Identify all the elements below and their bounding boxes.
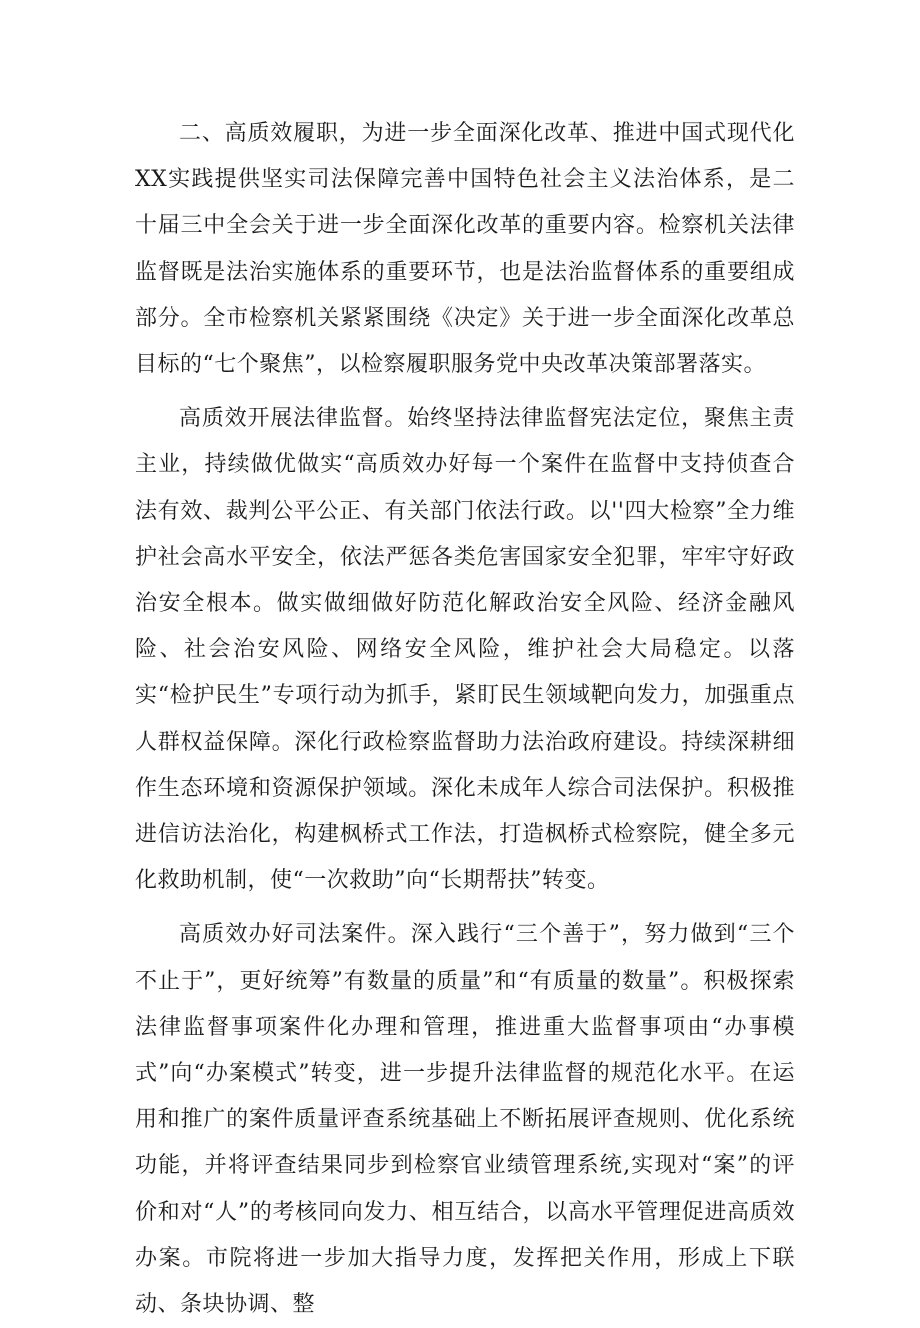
paragraph-section-two-intro: 二、高质效履职，为进一步全面深化改革、推进中国式现代化XX实践提供坚实司法保障完善中国特色社会主义法治体系，是二十届三中全会关于进一步全面深化改革的重要内容。检察机关法律监督既是法治实施体系的重要环节，也是法治监督体系的重要组成部分。全市检察机关紧紧围绕《决定》关于进一步全面深化改革总目标的“七个聚焦”，以检察履职服务党中央改革决策部署落实。 (135, 121, 795, 378)
paragraph-judicial-cases: 高质效办好司法案件。深入践行“三个善于”，努力做到“三个不止于”，更好统筹”有数量的质量”和“有质量的数量”。积极探索法律监督事项案件化办理和管理，推进重大监督事项由“办事模式”向“办案模式”转变，进一步提升法律监督的规范化水平。在运用和推广的案件质量评查系统基础上不断拓展评查规则、优化系统功能，并将评查结果同步到检察官业绩管理系统,实现对“案”的评价和对“人”的考核同向发力、相互结合，以高水平管理促进高质效办案。市院将进一步加大指导力度，发挥把关作用，形成上下联动、条块协调、整 (135, 922, 795, 1318)
document-body (135, 111, 795, 1328)
paragraph-legal-supervision: 高质效开展法律监督。始终坚持法律监督宪法定位，聚焦主责主业，持续做优做实“高质效办好每一个案件在监督中支持侦查合法有效、裁判公平公正、有关部门依法行政。以''四大检察”全力维护社会高水平安全，依法严惩各类危害国家安全犯罪，牢牢守好政治安全根本。做实做细做好防范化解政治安全风险、经济金融风险、社会治安风险、网络安全风险，维护社会大局稳定。以落实“检护民生”专项行动为抓手，紧盯民生领域靶向发力，加强重点人群权益保障。深化行政检察监督助力法治政府建设。持续深耕细作生态环境和资源保护领域。深化未成年人综合司法保护。积极推进信访法治化，构建枫桥式工作法，打造枫桥式检察院，健全多元化救助机制，使“一次救助”向“长期帮扶”转变。 (135, 406, 795, 894)
